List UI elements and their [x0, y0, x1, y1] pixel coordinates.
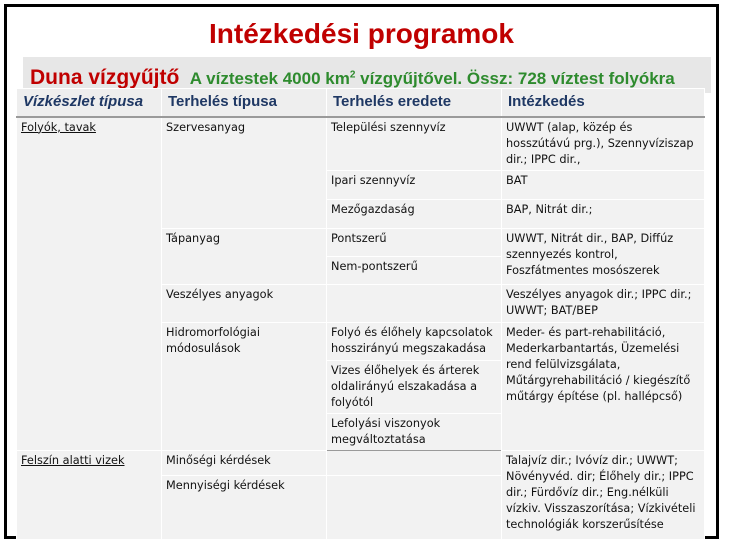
origin-nonpoint: Nem-pontszerű — [327, 256, 502, 284]
table-row — [17, 450, 705, 475]
load-organic: Szervesanyag — [162, 117, 327, 229]
measure-nutrient: UWWT, Nitrát dir., BAP, Diffúz szennyezés kontrol, Foszfátmentes mosószerek — [502, 228, 705, 284]
origin-quantity-empty — [327, 475, 502, 539]
page-title: Intézkedési programok — [209, 18, 514, 49]
header-load-type: Terhelés típusa — [162, 89, 327, 117]
origin-municipal: Települési szennyvíz — [327, 117, 502, 171]
origin-agri: Mezőgazdaság — [327, 199, 502, 228]
water-type-ground: Felszín alatti vizek — [17, 450, 162, 539]
basin-stats — [190, 69, 675, 88]
origin-quality-empty — [327, 450, 502, 475]
load-quantity: Mennyiségi kérdések — [162, 475, 327, 539]
table-header-row — [17, 89, 705, 117]
basin-name: Duna vízgyűjtő — [30, 65, 180, 89]
measure-hazardous: Veszélyes anyagok dir.; IPPC dir.; UWWT; BAT/BEP — [502, 284, 705, 322]
measure-bat: BAT — [502, 170, 705, 199]
load-hydromorph: Hidromorfológiai módosulások — [162, 322, 327, 450]
origin-industrial: Ipari szennyvíz — [327, 170, 502, 199]
origin-flow: Lefolyási viszonyok megváltoztatása — [327, 413, 502, 450]
measure-hydromorph: Meder- és part-rehabilitáció, Mederkarbantartás, Üzemelési rend felülvizsgálata, Műtárgyrehabilitáció / kiegészítő műtárgy építése (pl. hallépcső) — [502, 322, 705, 450]
table-row — [17, 117, 705, 171]
measures-table — [16, 88, 705, 540]
header-water-type: Vízkészlet típusa — [17, 89, 162, 117]
load-nutrient: Tápanyag — [162, 228, 327, 284]
origin-river-habitat: Folyó és élőhely kapcsolatok hosszirányú megszakadása — [327, 322, 502, 360]
load-hazardous: Veszélyes anyagok — [162, 284, 327, 322]
origin-hazardous-empty — [327, 284, 502, 322]
measure-ground: Talajvíz dir.; Ivóvíz dir.; UWWT; Növényvéd. dir; Élőhely dir.; IPPC dir.; Fürdővíz dir.; Eng.nélküli vízkiv. Visszaszorítása; Vízkivételi technológiák korszerűsítése — [502, 450, 705, 539]
measure-uwwt: UWWT (alap, közép és hosszútávú prg.), Szennyvíziszap dir.; IPPC dir., — [502, 117, 705, 171]
header-measure: Intézkedés — [502, 89, 705, 117]
basin-stats-sup: 2 — [349, 69, 356, 80]
origin-wetland: Vizes élőhelyek és árterek oldalirányú elszakadása a folyótól — [327, 360, 502, 413]
origin-point: Pontszerű — [327, 228, 502, 256]
water-type-surface: Folyók, tavak — [17, 117, 162, 451]
measure-bap: BAP, Nitrát dir.; — [502, 199, 705, 228]
header-load-origin: Terhelés eredete — [327, 89, 502, 117]
basin-stats-prefix: A víztestek 4000 km — [189, 68, 350, 88]
load-quality: Minőségi kérdések — [162, 450, 327, 475]
basin-stats-suffix: vízgyűjtővel. Össz: 728 víztest folyókra — [355, 68, 675, 88]
